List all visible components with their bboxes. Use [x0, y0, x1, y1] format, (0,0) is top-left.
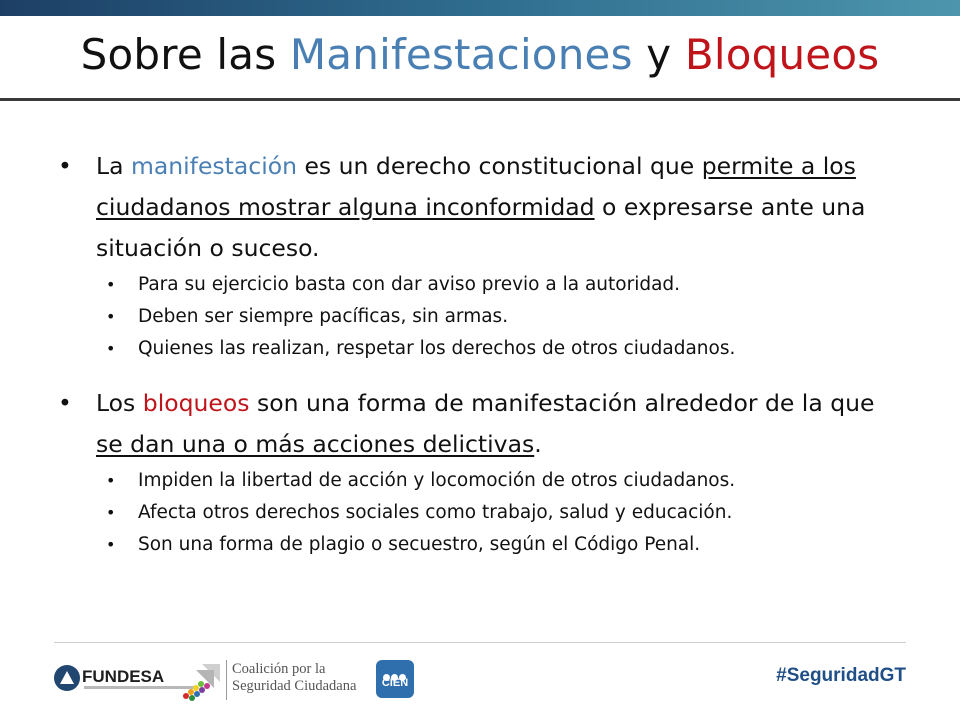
- coalicion-wordmark: [232, 661, 356, 695]
- bullet-bloqueos: [58, 383, 908, 465]
- bullet-manifestacion: [58, 146, 908, 269]
- sub-bullet-dot-icon: •: [106, 339, 116, 358]
- sub-bullet-text: Son una forma de plagio o secuestro, según el Código Penal.: [138, 534, 701, 555]
- bullet-mid: es un derecho constitucional que: [297, 152, 702, 180]
- coalicion-line1: Coalición por la: [232, 661, 326, 677]
- sub-bullet-text: Afecta otros derechos sociales como trabajo, salud y educación.: [138, 502, 733, 523]
- sub-bullet-dot-icon: •: [106, 503, 116, 522]
- bullet-underlined: permite a los ciudadanos mostrar alguna inconformidad: [96, 152, 856, 221]
- slide-title: [0, 30, 960, 79]
- sub-bullet: [58, 301, 908, 333]
- title-highlight-bloqueos: Bloqueos: [684, 30, 880, 79]
- coalicion-line2: Seguridad Ciudadana: [232, 678, 357, 694]
- coalicion-divider: [226, 660, 227, 700]
- bullet-lead: Los: [96, 389, 143, 417]
- title-highlight-manifestaciones: Manifestaciones: [289, 30, 633, 79]
- sub-bullet-dot-icon: •: [106, 471, 116, 490]
- sub-bullet: [58, 529, 908, 561]
- coalicion-logo: [180, 658, 370, 702]
- sub-bullet: [58, 497, 908, 529]
- sub-bullet-text: Impiden la libertad de acción y locomoción de otros ciudadanos.: [138, 470, 736, 491]
- bullet-term: manifestación: [130, 152, 297, 180]
- bullet-dot-icon: •: [58, 152, 72, 180]
- fundesa-mark-icon: [54, 665, 80, 691]
- cien-wordmark: CIEN: [381, 677, 409, 689]
- sub-bullet-text: Deben ser siempre pacíficas, sin armas.: [138, 306, 509, 327]
- slide-content: [58, 146, 908, 561]
- hashtag: #SeguridadGT: [776, 665, 906, 686]
- sub-bullet-dot-icon: •: [106, 535, 116, 554]
- bullet-underlined: se dan una o más acciones delictivas: [96, 430, 535, 458]
- sub-bullet-dot-icon: •: [106, 307, 116, 326]
- footer-divider: [54, 642, 906, 643]
- fundesa-wordmark: FUNDESA: [82, 667, 165, 686]
- title-part1: Sobre las: [80, 30, 290, 79]
- bullet-tail: .: [534, 430, 542, 458]
- cien-logo: [376, 660, 414, 698]
- bullet-dot-icon: •: [58, 389, 72, 417]
- title-divider: [0, 98, 960, 101]
- sub-bullet: [58, 465, 908, 497]
- sub-bullet-text: Para su ejercicio basta con dar aviso previo a la autoridad.: [138, 274, 681, 295]
- sub-bullet: [58, 333, 908, 365]
- bullet-mid: son una forma de manifestación alrededor de la que: [249, 389, 875, 417]
- sub-bullet: [58, 269, 908, 301]
- sub-bullet-dot-icon: •: [106, 275, 116, 294]
- fundesa-logo: [54, 663, 194, 699]
- coalicion-mark-icon: [180, 662, 222, 702]
- sub-bullet-text: Quienes las realizan, respetar los derechos de otros ciudadanos.: [138, 338, 736, 359]
- top-band: [0, 0, 960, 16]
- cien-dots-icon: [383, 666, 407, 675]
- title-part2: y: [632, 30, 685, 79]
- bullet-lead: La: [96, 152, 131, 180]
- bullet-term: bloqueos: [142, 389, 250, 417]
- bullet-tail: o expresarse ante una situación o suceso.: [96, 193, 866, 262]
